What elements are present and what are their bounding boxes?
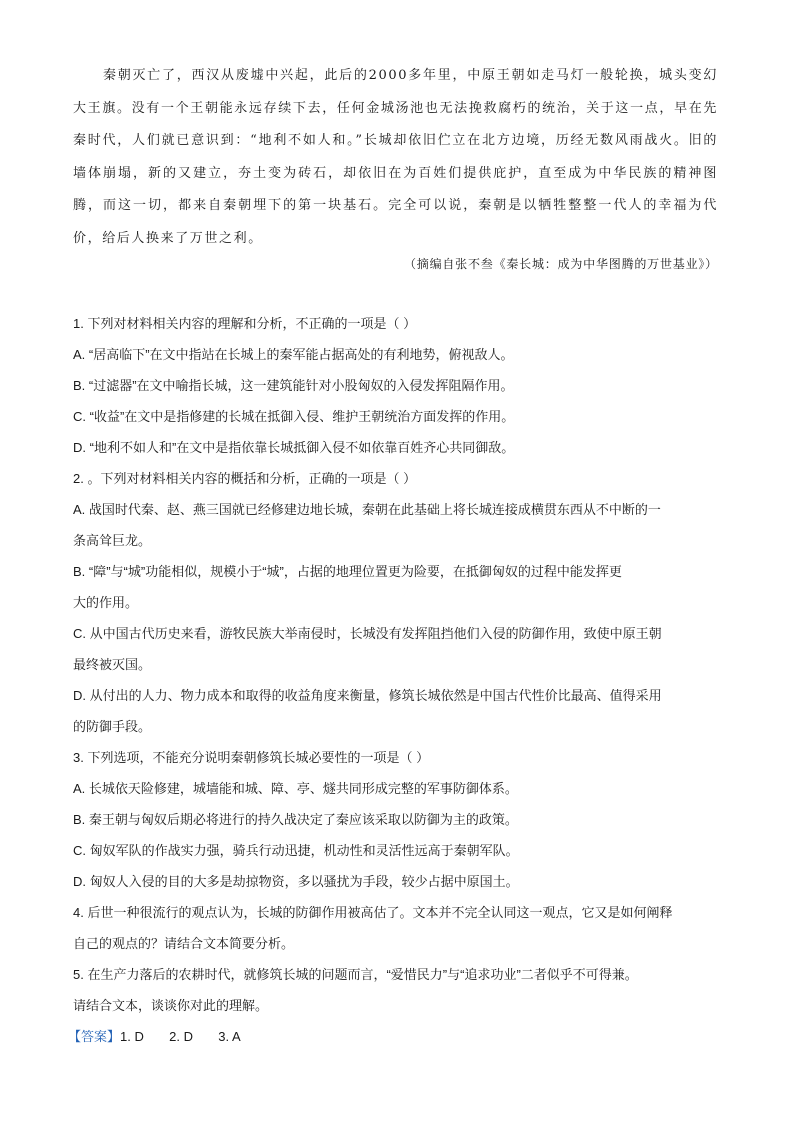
question-3-stem: 3. 下列选项，不能充分说明秦朝修筑长城必要性的一项是（ ）	[73, 750, 430, 765]
question-1-option-b: B. “过滤器”在文中喻指长城，这一建筑能针对小股匈奴的入侵发挥阻隔作用。	[73, 378, 514, 393]
question-3-option-a: A. 长城依天险修建，城墙能和城、障、亭、燧共同形成完整的军事防御体系。	[73, 781, 518, 796]
question-2-option-c: C. 从中国古代历史来看，游牧民族大举南侵时，长城没有发挥阻挡他们入侵的防御作用，致使中原王朝	[73, 626, 662, 641]
question-1-option-a: A. “居高临下”在文中指站在长城上的秦军能占据高处的有利地势，俯视敌人。	[73, 347, 514, 362]
question-4-stem: 4. 后世一种很流行的观点认为，长城的防御作用被高估了。文本并不完全认同这一观点，它又是如何阐释	[73, 905, 673, 920]
question-2-option-c-cont: 最终被灭国。	[73, 657, 152, 672]
answer-line	[68, 1026, 718, 1048]
question-5-stem: 5. 在生产力落后的农耕时代，就修筑长城的问题而言，“爱惜民力”与“追求功业”二者似乎不可得兼。	[73, 967, 638, 982]
question-2-option-b: B. “障”与“城”功能相似，规模小于“城”，占据的地理位置更为险要，在抵御匈奴的过程中能发挥更	[73, 564, 622, 579]
question-4-stem-cont: 自己的观点的？请结合文本简要分析。	[73, 936, 295, 951]
question-3-option-b: B. 秦王朝与匈奴后期必将进行的持久战决定了秦应该采取以防御为主的政策。	[73, 812, 518, 827]
question-3-option-c: C. 匈奴军队的作战实力强，骑兵行动迅捷，机动性和灵活性远高于秦朝军队。	[73, 843, 519, 858]
question-1-option-c: C. “收益”在文中是指修建的长城在抵御入侵、维护王朝统治方面发挥的作用。	[73, 409, 515, 424]
passage-source: （摘编自张不叁《秦长城：成为中华图腾的万世基业》）	[403, 257, 718, 271]
question-2-option-b-cont: 大的作用。	[73, 595, 139, 610]
question-5-stem-cont: 请结合文本，谈谈你对此的理解。	[73, 998, 269, 1013]
question-1-stem: 1. 下列对材料相关内容的理解和分析，不正确的一项是（ ）	[73, 316, 417, 331]
answer-tag: 【答案】	[68, 1029, 121, 1044]
question-3-option-d: D. 匈奴人入侵的目的大多是劫掠物资，多以骚扰为手段，较少占据中原国土。	[73, 874, 519, 889]
answer-text: 1. D 2. D 3. A	[120, 1029, 241, 1044]
question-2-option-d: D. 从付出的人力、物力成本和取得的收益角度来衡量，修筑长城依然是中国古代性价比最高、值得采用	[73, 688, 662, 703]
question-2-option-d-cont: 的防御手段。	[73, 719, 152, 734]
question-2-option-a: A. 战国时代秦、赵、燕三国就已经修建边地长城，秦朝在此基础上将长城连接成横贯东西从不中断的一	[73, 502, 661, 517]
question-2-option-a-cont: 条高耸巨龙。	[73, 533, 152, 548]
passage-paragraph: 秦朝灭亡了，西汉从废墟中兴起，此后的2000多年里，中原王朝如走马灯一般轮换，城头变幻大王旗。没有一个王朝能永远存续下去，任何金城汤池也无法挽救腐朽的统治，关于这一点，早在先秦时代，人们就已意识到：“地利不如人和。”长城却依旧伫立在北方边境，历经无数风雨战火。旧的墙体崩塌，新的又建立，夯土变为砖石，却依旧在为百姓们提供庇护，直至成为中华民族的精神图腾，而这一切，都来自秦朝埋下的第一块基石。完全可以说，秦朝是以牺牲整整一代人的幸福为代价，给后人换来了万世之利。	[73, 68, 718, 246]
question-2-stem: 2. 。下列对材料相关内容的概括和分析，正确的一项是（ ）	[73, 471, 417, 486]
question-1-option-d: D. “地利不如人和”在文中是指依靠长城抵御入侵不如依靠百姓齐心共同御敌。	[73, 440, 515, 455]
